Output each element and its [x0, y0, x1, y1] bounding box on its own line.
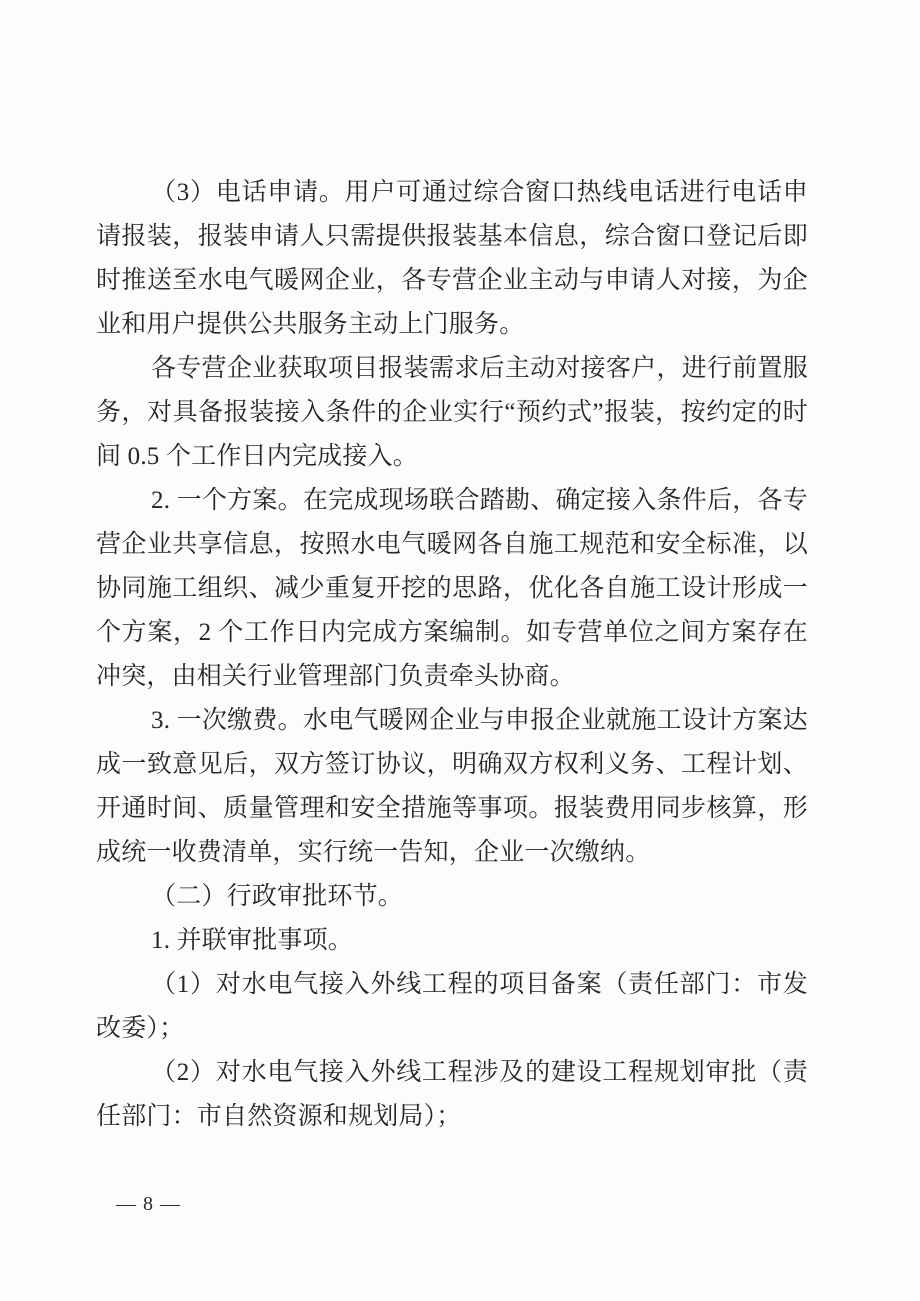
document-body	[96, 171, 808, 1139]
paragraph-phone-application: （3）电话申请。用户可通过综合窗口热线电话进行电话申请报装，报装申请人只需提供报装基本信息，综合窗口登记后即时推送至水电气暖网企业，各专营企业主动与申请人对接，为企业和用户提供公共服务主动上门服务。	[96, 179, 808, 338]
heading-administrative-approval: （二）行政审批环节。	[151, 883, 404, 910]
paragraph-item-1-project-filing: （1）对水电气接入外线工程的项目备案（责任部门：市发改委）；	[96, 971, 808, 1042]
paragraph-enterprise-preservice: 各专营企业获取项目报装需求后主动对接客户，进行前置服务，对具备报装接入条件的企业实行“预约式”报装，按约定的时间 0.5 个工作日内完成接入。	[96, 355, 808, 470]
paragraph-item-2-planning-approval: （2）对水电气接入外线工程涉及的建设工程规划审批（责任部门：市自然资源和规划局）；	[96, 1059, 808, 1130]
page-number: — 8 —	[116, 1193, 181, 1215]
heading-parallel-approval-items: 1. 并联审批事项。	[151, 927, 354, 954]
paragraph-one-payment: 3. 一次缴费。水电气暖网企业与申报企业就施工设计方案达成一致意见后，双方签订协议，明确双方权利义务、工程计划、开通时间、质量管理和安全措施等事项。报装费用同步核算，形成统一收费清单，实行统一告知，企业一次缴纳。	[96, 707, 808, 866]
page-footer	[116, 1190, 181, 1218]
paragraph-one-plan: 2. 一个方案。在完成现场联合踏勘、确定接入条件后，各专营企业共享信息，按照水电气暖网各自施工规范和安全标准，以协同施工组织、减少重复开挖的思路，优化各自施工设计形成一个方案，2 个工作日内完成方案编制。如专营单位之间方案存在冲突，由相关行业管理部门负责牵头协商。	[96, 487, 808, 690]
